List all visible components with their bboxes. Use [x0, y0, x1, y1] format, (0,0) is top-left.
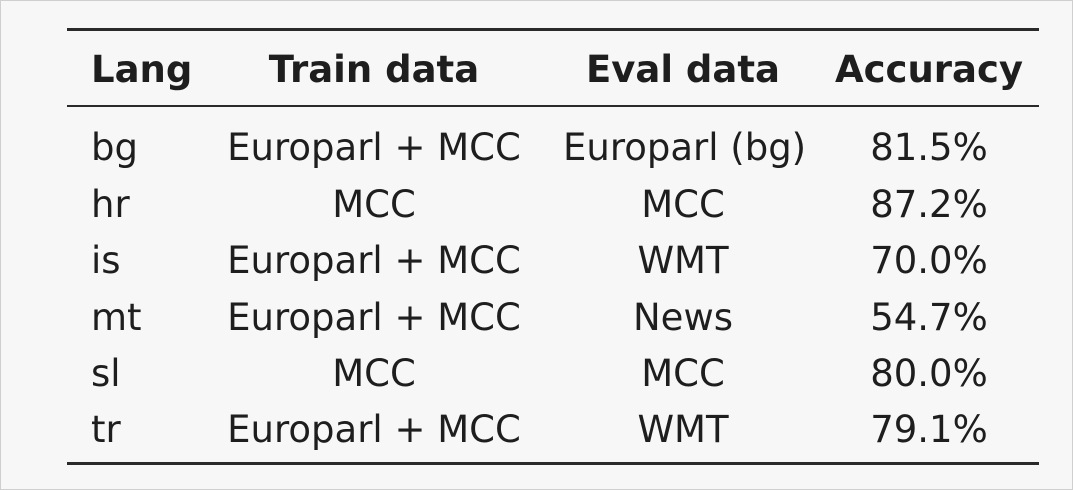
cell-lang: is	[91, 239, 121, 282]
cell-lang: sl	[91, 352, 121, 395]
header-train-data: Train data	[268, 48, 480, 91]
table-bottom-rule	[67, 462, 1039, 465]
header-lang: Lang	[91, 48, 193, 91]
cell-train-data: MCC	[332, 183, 416, 226]
cell-eval-data: WMT	[637, 408, 729, 451]
cell-accuracy: 81.5%	[870, 126, 988, 169]
cell-accuracy: 70.0%	[870, 239, 988, 282]
cell-accuracy: 79.1%	[870, 408, 988, 451]
cell-eval-data: Europarl (bg)	[563, 126, 807, 169]
table-header-rule	[67, 105, 1039, 107]
cell-lang: bg	[91, 126, 138, 169]
header-accuracy: Accuracy	[834, 48, 1024, 91]
cell-accuracy: 80.0%	[870, 352, 988, 395]
cell-eval-data: MCC	[641, 183, 725, 226]
cell-lang: tr	[91, 408, 121, 451]
cell-accuracy: 87.2%	[870, 183, 988, 226]
cell-accuracy: 54.7%	[870, 296, 988, 339]
cell-eval-data: WMT	[637, 239, 729, 282]
cell-lang: mt	[91, 296, 142, 339]
cell-eval-data: MCC	[641, 352, 725, 395]
cell-train-data: Europarl + MCC	[227, 296, 521, 339]
cell-lang: hr	[91, 183, 130, 226]
cell-train-data: Europarl + MCC	[227, 126, 521, 169]
cell-eval-data: News	[633, 296, 733, 339]
cell-train-data: MCC	[332, 352, 416, 395]
cell-train-data: Europarl + MCC	[227, 239, 521, 282]
cell-train-data: Europarl + MCC	[227, 408, 521, 451]
header-eval-data: Eval data	[585, 48, 781, 91]
table-top-rule	[67, 28, 1039, 31]
